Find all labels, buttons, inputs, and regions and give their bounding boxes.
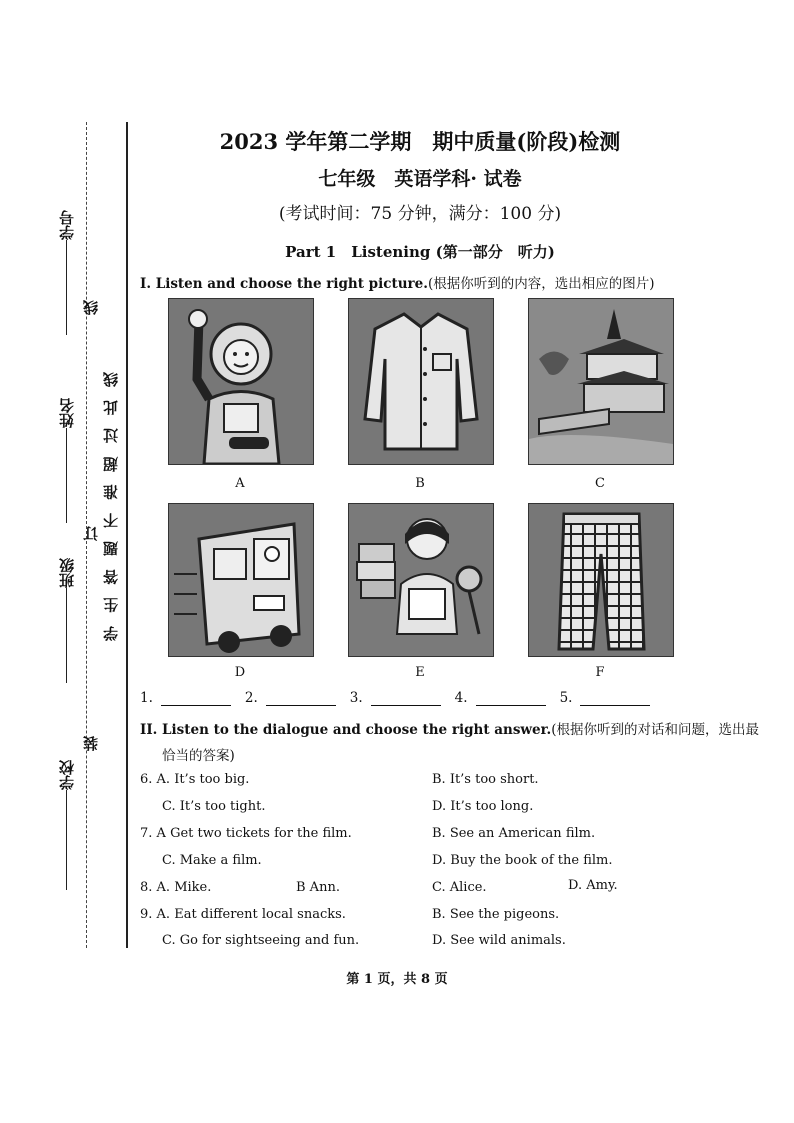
- school-field: [56, 760, 77, 890]
- question-number: 8.: [140, 880, 153, 895]
- answer-blank-5[interactable]: [560, 690, 651, 706]
- no-answer-beyond-line-notice: 学 生 答 题 不 准 超 过 此 线: [102, 368, 120, 641]
- bus-icon: [169, 504, 313, 656]
- picture-f: [528, 503, 674, 657]
- pavilion-icon: [529, 299, 673, 464]
- option-b[interactable]: B. See an American film.: [432, 826, 596, 841]
- blank-number: 2.: [244, 690, 258, 706]
- section2-heading-cn: (根据你听到的对话和问题，选出最: [551, 722, 759, 738]
- picture-d-label: D: [234, 665, 246, 680]
- name-label: 姓名: [58, 398, 76, 428]
- section1-heading-cn: (根据你听到的内容，选出相应的图片): [427, 276, 655, 292]
- picture-a-label: A: [235, 476, 245, 491]
- option-c[interactable]: C. Go for sightseeing and fun.: [162, 933, 360, 948]
- option-b[interactable]: B Ann.: [296, 880, 340, 895]
- picture-c-label: C: [595, 476, 605, 491]
- section1-heading: [140, 272, 654, 292]
- picture-c: [528, 298, 674, 465]
- option-a[interactable]: A. It’s too big.: [156, 772, 250, 787]
- question-7-a: [140, 826, 352, 841]
- name-field: [56, 398, 77, 523]
- option-a[interactable]: A. Mike.: [156, 880, 212, 895]
- answer-blank-1[interactable]: [140, 690, 231, 706]
- question-6-a: [140, 772, 249, 787]
- name-blank[interactable]: [66, 428, 68, 523]
- student-no-field: [56, 210, 77, 335]
- section2-heading-en: II. Listen to the dialogue and choose the right answer.: [140, 722, 552, 738]
- question-number: 7.: [140, 826, 153, 841]
- option-c[interactable]: C. Alice.: [432, 880, 487, 895]
- astronaut-icon: [169, 299, 313, 464]
- section2-heading-cn2: 恰当的答案): [162, 748, 235, 764]
- picture-e: [348, 503, 494, 657]
- line-mark: 线: [82, 300, 100, 315]
- option-a[interactable]: A. Eat different local snacks.: [156, 907, 346, 922]
- picture-a: [168, 298, 314, 465]
- blank-number: 4.: [454, 690, 468, 706]
- part1-title: Part 1 Listening (第一部分 听力): [285, 243, 555, 261]
- picture-b-label: B: [415, 476, 425, 491]
- shirt-icon: [349, 299, 493, 464]
- exam-info: (考试时间：75 分钟，满分：100 分): [278, 204, 562, 224]
- picture-b: [348, 298, 494, 465]
- blank-number: 5.: [559, 690, 573, 706]
- section2-heading: [140, 718, 759, 738]
- question-number: 9.: [140, 907, 153, 922]
- option-d[interactable]: D. Buy the book of the film.: [432, 853, 613, 868]
- margin-solid-line: [126, 122, 128, 948]
- girl-reading-icon: [349, 504, 493, 656]
- page-footer: 第 1 页，共 8 页: [346, 972, 448, 987]
- student-no-blank[interactable]: [66, 240, 68, 335]
- class-label: 班级: [58, 558, 76, 588]
- student-no-label: 学号: [58, 210, 76, 240]
- option-b[interactable]: B. See the pigeons.: [432, 907, 560, 922]
- exam-title: 2023 学年第二学期 期中质量(阶段)检测: [219, 129, 621, 154]
- class-field: [56, 558, 77, 683]
- blank-number: 1.: [140, 690, 153, 706]
- ding-mark: 订: [82, 526, 100, 541]
- trousers-icon: [529, 504, 673, 656]
- question-8-a: [140, 880, 211, 895]
- option-a[interactable]: A Get two tickets for the film.: [156, 826, 352, 841]
- option-c[interactable]: C. Make a film.: [162, 853, 262, 868]
- option-b[interactable]: B. It’s too short.: [432, 772, 539, 787]
- blank-number: 3.: [349, 690, 363, 706]
- picture-d: [168, 503, 314, 657]
- school-blank[interactable]: [66, 790, 68, 890]
- section1-heading-en: I. Listen and choose the right picture.: [140, 276, 428, 292]
- picture-f-label: F: [595, 665, 605, 680]
- exam-subtitle: 七年级 英语学科· 试卷: [318, 168, 522, 190]
- answer-blank-2[interactable]: [245, 690, 336, 706]
- picture-e-label: E: [415, 665, 425, 680]
- answer-blank-3[interactable]: [350, 690, 441, 706]
- option-d[interactable]: D. Amy.: [568, 878, 618, 893]
- school-label: 学校: [58, 760, 76, 790]
- question-number: 6.: [140, 772, 153, 787]
- option-d[interactable]: D. See wild animals.: [432, 933, 566, 948]
- question-9-a: [140, 907, 346, 922]
- zhuang-mark: 装: [82, 736, 100, 751]
- class-blank[interactable]: [66, 588, 68, 683]
- answer-blanks: [140, 690, 650, 706]
- option-d[interactable]: D. It’s too long.: [432, 799, 534, 814]
- option-c[interactable]: C. It’s too tight.: [162, 799, 266, 814]
- answer-blank-4[interactable]: [455, 690, 546, 706]
